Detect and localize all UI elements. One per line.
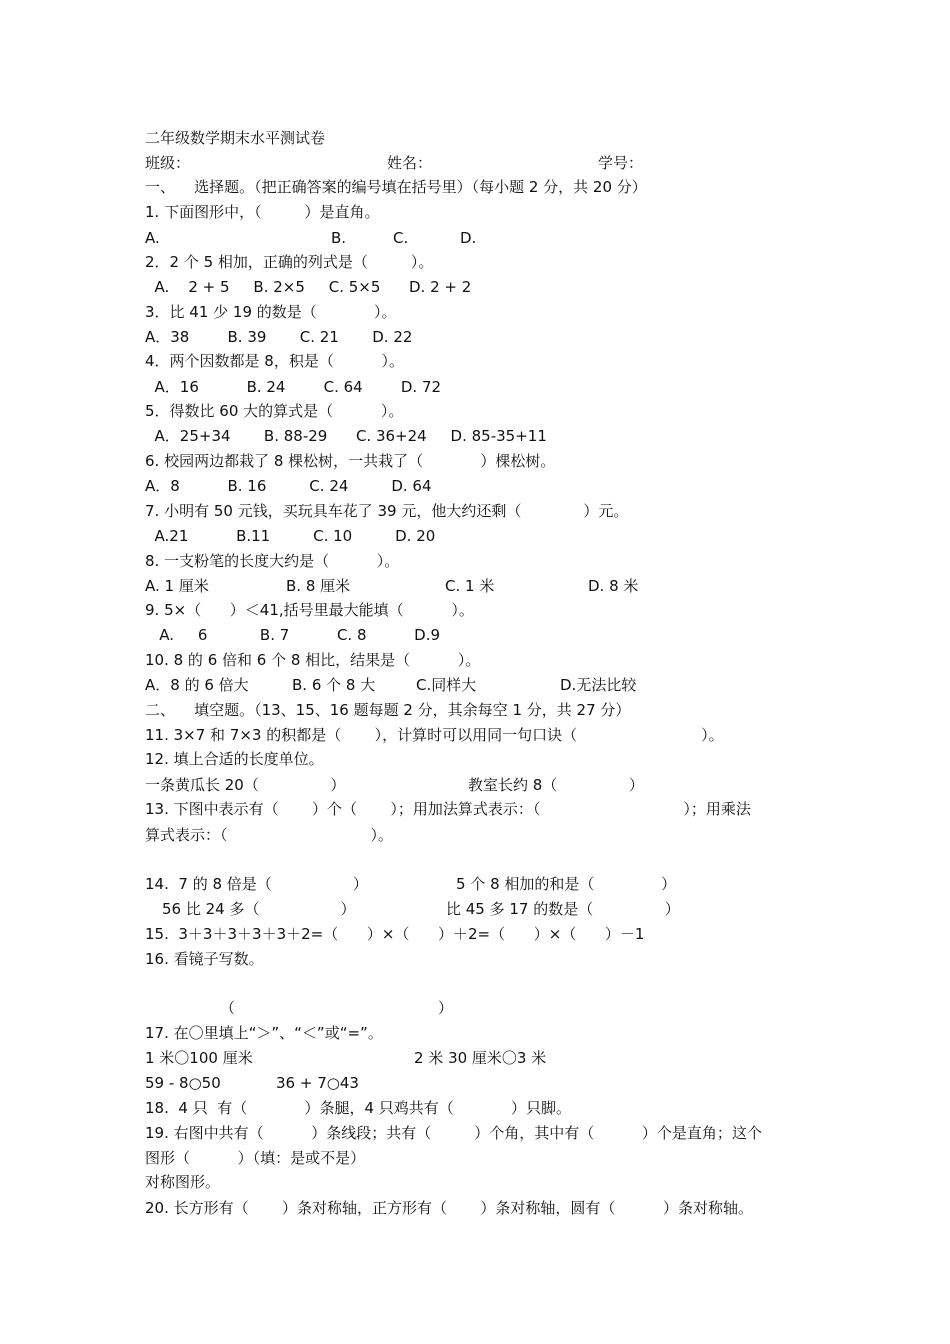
class-label: 班级： xyxy=(145,154,191,172)
q3-stem: 3．比 41 少 19 的数是（ ）。 xyxy=(145,303,397,321)
q10-option-c: C.同样大 xyxy=(416,676,477,694)
q11: 11. 3×7 和 7×3 的积都是（ ），计算时可以用同一句口诀（ ）。 xyxy=(145,726,724,744)
q16-stem: 16. 看镜子写数。 xyxy=(145,950,264,968)
q19-line3: 对称图形。 xyxy=(145,1173,221,1191)
q4-options: A．16 B. 24 C. 64 D. 72 xyxy=(145,378,442,396)
q5-stem: 5．得数比 60 大的算式是（ ）。 xyxy=(145,402,404,420)
q17-c: 59 - 8○50 xyxy=(145,1074,221,1092)
q17-b: 2 米 30 厘米〇3 米 xyxy=(414,1049,547,1067)
q12-right: 教室长约 8（ ） xyxy=(468,776,644,794)
q9-options: A. 6 B. 7 C. 8 D.9 xyxy=(145,626,441,644)
q14-b: 5 个 8 相加的和是（ ） xyxy=(456,875,677,893)
q17-a: 1 米〇100 厘米 xyxy=(145,1049,253,1067)
q2-options: A. 2 + 5 B. 2×5 C. 5×5 D. 2 + 2 xyxy=(145,278,472,296)
q10-option-a: A．8 的 6 倍大 xyxy=(145,676,249,694)
student-id-label: 学号： xyxy=(598,154,644,172)
q14-c: 56 比 24 多（ ） xyxy=(162,900,356,918)
name-label: 姓名： xyxy=(387,154,433,172)
q17-d: 36 + 7○43 xyxy=(276,1074,359,1092)
section2-heading: 二、 填空题。（13、15、16 题每题 2 分，其余每空 1 分，共 27 分） xyxy=(145,701,631,719)
q18: 18. 4 只 有（ ）条腿，4 只鸡共有（ ）只脚。 xyxy=(145,1099,571,1117)
q20: 20. 长方形有（ ）条对称轴，正方形有（ ）条对称轴，圆有（ ）条对称轴。 xyxy=(145,1199,754,1217)
q5-options: A．25+34 B. 88-29 C. 36+24 D. 85-35+11 xyxy=(145,427,547,445)
q12-left: 一条黄瓜长 20（ ） xyxy=(145,776,346,794)
q8-stem: 8. 一支粉笔的长度大约是（ ）。 xyxy=(145,552,400,570)
q8-option-c: C. 1 米 xyxy=(445,577,495,595)
q10-stem: 10. 8 的 6 倍和 6 个 8 相比，结果是（ ）。 xyxy=(145,651,481,669)
q6-options: A．8 B. 16 C. 24 D. 64 xyxy=(145,477,432,495)
q1-option-c: C. xyxy=(393,229,409,247)
q14-a: 14. 7 的 8 倍是（ ） xyxy=(145,875,368,893)
q7-options: A.21 B.11 C. 10 D. 20 xyxy=(145,527,436,545)
q8-option-a: A. 1 厘米 xyxy=(145,577,209,595)
q1-option-d: D. xyxy=(460,229,477,247)
q1-stem: 1. 下面图形中，（ ）是直角。 xyxy=(145,203,380,221)
section1-heading: 一、 选择题。（把正确答案的编号填在括号里）（每小题 2 分，共 20 分） xyxy=(145,178,647,196)
q17-stem: 17. 在〇里填上“＞”、“＜”或“=”。 xyxy=(145,1024,383,1042)
q19-line2: 图形（ ）（填：是或不是） xyxy=(145,1149,366,1167)
q10-option-b: B. 6 个 8 大 xyxy=(292,676,376,694)
q12-stem: 12. 填上合适的长度单位。 xyxy=(145,750,324,768)
q2-stem: 2．2 个 5 相加，正确的列式是（ ）。 xyxy=(145,253,434,271)
q7-stem: 7. 小明有 50 元钱，买玩具车花了 39 元，他大约还剩（ ）元。 xyxy=(145,502,629,520)
q14-d: 比 45 多 17 的数是（ ） xyxy=(446,900,680,918)
q4-stem: 4．两个因数都是 8，积是（ ）。 xyxy=(145,352,405,370)
q1-option-a: A. xyxy=(145,229,160,247)
q3-options: A．38 B. 39 C. 21 D. 22 xyxy=(145,328,413,346)
exam-title: 二年级数学期末水平测试卷 xyxy=(145,129,326,147)
q9-stem: 9. 5×（ ）＜41,括号里最大能填（ ）。 xyxy=(145,601,474,619)
q10-option-d: D.无法比较 xyxy=(560,676,637,694)
q1-option-b: B. xyxy=(331,229,347,247)
q19-line1: 19. 右图中共有（ ）条线段；共有（ ）个角，其中有（ ）个是直角；这个 xyxy=(145,1124,762,1142)
q16-paren-open: （ xyxy=(220,999,236,1017)
q8-option-d: D. 8 米 xyxy=(588,577,639,595)
q16-paren-close: ） xyxy=(438,999,454,1017)
q15: 15. 3＋3＋3＋3＋3＋2=（ ）×（ ）＋2=（ ）×（ ）－1 xyxy=(145,925,645,943)
q13-line2: 算式表示：（ ）。 xyxy=(145,826,394,844)
q6-stem: 6. 校园两边都栽了 8 棵松树，一共栽了（ ）棵松树。 xyxy=(145,452,556,470)
q13-line1: 13. 下图中表示有（ ）个（ ）；用加法算式表示：（ ）；用乘法 xyxy=(145,800,751,818)
q8-option-b: B. 8 厘米 xyxy=(286,577,351,595)
